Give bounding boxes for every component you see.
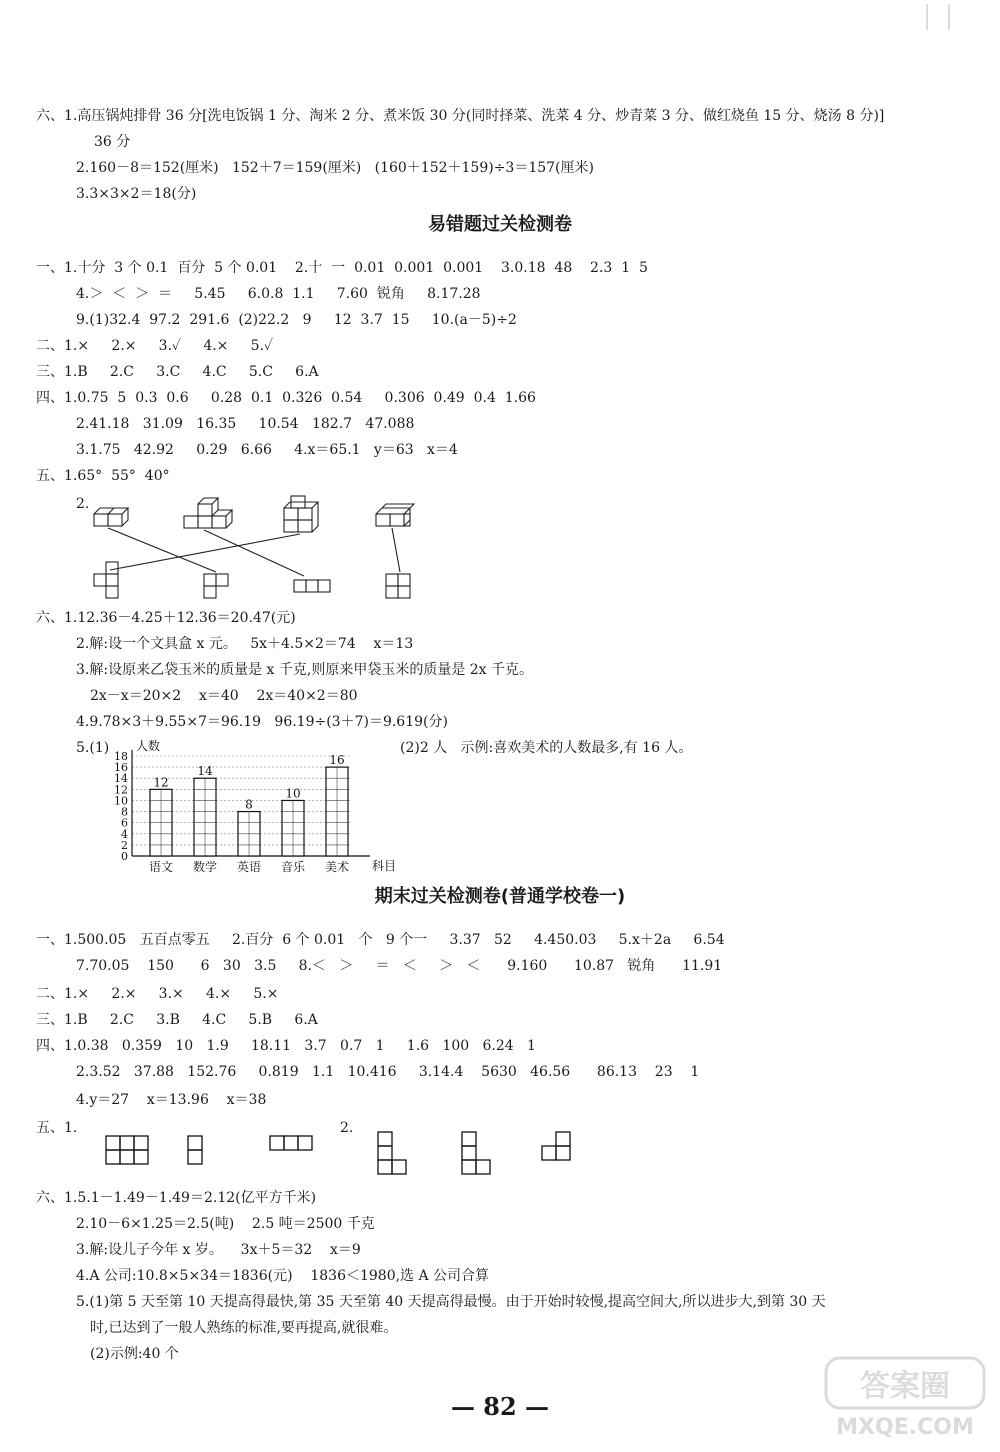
x-axis-label: 科目 (372, 859, 397, 873)
answer-line: 六、1.高压锅炖排骨 36 分[洗电饭锅 1 分、淘米 2 分、煮米饭 30 分(同时择菜、洗菜 4 分、炒青菜 3 分、做红烧鱼 15 分、烧汤 8 分)] (36, 108, 885, 124)
answer-line: 3.解:设儿子今年 x 岁。 3x＋5＝32 x＝9 (76, 1242, 361, 1258)
answer-line: 五、1.65° 55° 40° (36, 468, 170, 484)
answer-line: 5.(1)第 5 天至第 10 天提高得最快,第 35 天至第 40 天提高得最慢。由于开始时较慢,提高空间大,所以进步大,到第 30 天 (76, 1294, 826, 1310)
answer-line: 3.1.75 42.92 0.29 6.66 4.x＝65.1 y＝63 x＝4 (76, 442, 458, 458)
answer-line: 时,已达到了一般人熟练的标准,要再提高,就很难。 (90, 1320, 398, 1336)
bottom-shape-1 (94, 562, 118, 598)
svg-text:MXQE.COM: MXQE.COM (836, 1415, 974, 1440)
y-axis-label: 人数 (136, 739, 161, 753)
answer-line: 六、1.12.36－4.25＋12.36＝20.47(元) (36, 610, 296, 626)
answer-line: 三、1.B 2.C 3.C 4.C 5.C 6.A (36, 364, 319, 380)
category-label: 英语 (236, 860, 262, 874)
section-title: 期末过关检测卷(普通学校卷一) (374, 886, 626, 907)
answer-line: 三、1.B 2.C 3.B 4.C 5.B 6.A (36, 1012, 318, 1028)
category-label: 美术 (324, 860, 350, 874)
data-label: 10 (285, 786, 301, 801)
bar-chart (112, 738, 397, 878)
answer-line: 4.9.78×3＋9.55×7＝96.19 96.19÷(3＋7)＝9.619(分) (76, 714, 448, 730)
data-label: 14 (197, 764, 213, 779)
answer-line: 一、1.十分 3 个 0.1 百分 5 个 0.01 2.十 一 0.01 0.001 0.001 3.0.18 48 2.3 1 5 (36, 260, 648, 276)
y-tick-label: 0 (121, 850, 128, 863)
bottom-shape-2 (204, 574, 228, 598)
answer-line: 五、1. (36, 1120, 78, 1136)
answer-line: 2. (340, 1120, 354, 1136)
data-label: 16 (329, 753, 345, 768)
y-tick-label: 2 (121, 838, 128, 852)
data-label: 12 (153, 775, 169, 790)
bottom-shape-3 (294, 580, 330, 592)
bottom-shape-4 (386, 574, 410, 598)
answer-line: 3.3×3×2＝18(分) (76, 186, 197, 202)
answer-line: 二、1.× 2.× 3.✓ 4.× 5.✓ (36, 338, 274, 354)
y-tick-label: 4 (121, 827, 128, 841)
three-views-figure (100, 1124, 320, 1168)
section-title: 易错题过关检测卷 (428, 214, 572, 235)
answer-line: 2.41.18 31.09 16.35 10.54 182.7 47.088 (76, 416, 415, 432)
answer-line: 2.160－8＝152(厘米) 152＋7＝159(厘米) (160＋152＋159)÷3＝157(厘米) (76, 160, 594, 176)
y-tick-label: 14 (114, 772, 128, 786)
answer-line: 二、1.× 2.× 3.× 4.× 5.× (36, 986, 279, 1002)
top-shape-2 (184, 498, 232, 528)
answer-line: 2.解:设一个文具盒 x 元。 5x＋4.5×2＝74 x＝13 (76, 636, 414, 652)
answer-line: 一、1.500.05 五百点零五 2.百分 6 个 0.01 个 9 个一 3.37 52 4.450.03 5.x＋2a 6.54 (36, 932, 725, 948)
answer-line: 六、1.5.1－1.49－1.49＝2.12(亿平方千米) (36, 1190, 317, 1206)
category-label: 音乐 (280, 860, 306, 874)
view-front (106, 1136, 148, 1164)
answer-line: 4.＞ ＜ ＞ ＝ 5.45 6.0.8 1.1 7.60 锐角 8.17.28 (76, 286, 481, 302)
svg-text:答案圈: 答案圈 (860, 1369, 950, 1404)
answer-line: 2. (76, 496, 90, 512)
top-shape-4 (376, 504, 414, 526)
two-views-figure (372, 1130, 582, 1186)
corner-mark (926, 4, 950, 30)
top-shape-1 (94, 508, 128, 526)
category-label: 数学 (192, 860, 218, 874)
view-top (270, 1136, 312, 1150)
y-tick-label: 8 (121, 805, 128, 819)
y-tick-label: 12 (114, 783, 128, 797)
y-tick-label: 16 (114, 761, 128, 775)
y-tick-label: 6 (121, 816, 128, 830)
answer-line: 2.10－6×1.25＝2.5(吨) 2.5 吨＝2500 千克 (76, 1216, 375, 1232)
answer-line: 3.解:设原来乙袋玉米的质量是 x 千克,则原来甲袋玉米的质量是 2x 千克。 (76, 662, 534, 678)
answer-line: 2x－x＝20×2 x＝40 2x＝40×2＝80 (90, 688, 358, 704)
data-label: 8 (245, 797, 253, 812)
view-c (542, 1132, 570, 1160)
answer-line: 7.70.05 150 6 30 3.5 8.＜ ＞ ＝ ＜ ＞ ＜ 9.160 10.87 锐角 11.91 (76, 958, 723, 974)
y-tick-label: 10 (114, 794, 128, 808)
category-label: 语文 (148, 860, 174, 874)
answer-line: 2.3.52 37.88 152.76 0.819 1.1 10.416 3.14.4 5630 46.56 86.13 23 1 (76, 1064, 700, 1080)
watermark-logo (820, 1352, 990, 1442)
answer-line: 5.(1) (76, 740, 110, 756)
top-shape-3 (284, 496, 318, 532)
view-b (462, 1132, 490, 1174)
answer-line: (2)2 人 示例:喜欢美术的人数最多,有 16 人。 (400, 740, 693, 756)
view-side (188, 1136, 202, 1164)
answer-line: 36 分 (94, 134, 131, 150)
answer-line: 4.y＝27 x＝13.96 x＝38 (76, 1092, 267, 1108)
y-tick-label: 18 (114, 750, 128, 763)
answer-line: 四、1.0.75 5 0.3 0.6 0.28 0.1 0.326 0.54 0.306 0.49 0.4 1.66 (36, 390, 536, 406)
answer-line: 9.(1)32.4 97.2 291.6 (2)22.2 9 12 3.7 15 10.(a－5)÷2 (76, 312, 517, 328)
page-number: — 82 — (450, 1392, 550, 1421)
answer-line: 四、1.0.38 0.359 10 1.9 18.11 3.7 0.7 1 1.6 100 6.24 1 (36, 1038, 536, 1054)
answer-line: 4.A 公司:10.8×5×34＝1836(元) 1836＜1980,选 A 公司合算 (76, 1268, 490, 1284)
cube-matching-figure (86, 492, 426, 602)
view-a (378, 1132, 406, 1174)
answer-line: (2)示例:40 个 (90, 1346, 179, 1362)
